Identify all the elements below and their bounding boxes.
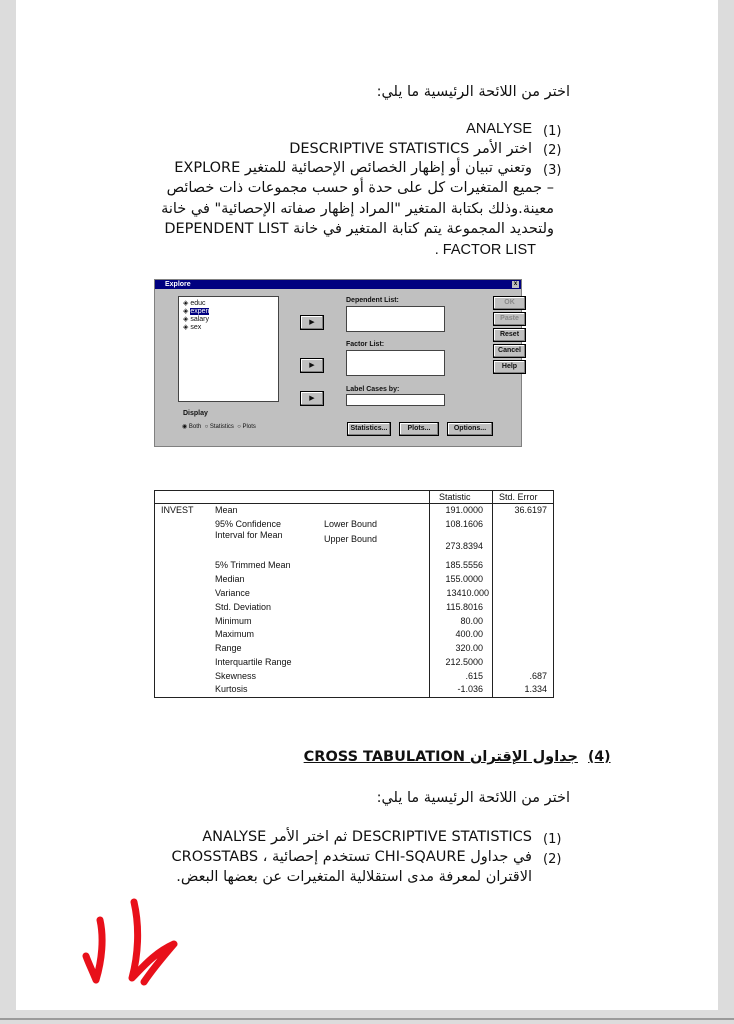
section2-intro: اختر من اللائحة الرئيسية ما يلي: xyxy=(376,790,570,806)
row-stat: 185.5556 xyxy=(445,560,483,570)
header-std-error: Std. Error xyxy=(499,492,538,502)
section2-number: (4) xyxy=(588,749,611,765)
row-stat: 13410.000 xyxy=(446,588,489,598)
row-label: Range xyxy=(215,643,242,653)
row-stat: 80.00 xyxy=(460,616,483,626)
row-stat: 155.0000 xyxy=(445,574,483,584)
row-label: Minimum xyxy=(215,616,252,626)
radio-plots[interactable]: ○ Plots xyxy=(237,424,256,430)
variable-item[interactable]: ◈ educ xyxy=(183,300,206,307)
row-stat: 320.00 xyxy=(455,643,483,653)
move-to-factor-button[interactable]: ▶ xyxy=(300,358,324,373)
row-label: Median xyxy=(215,574,245,584)
s2-step2-text: CROSSTABS ، تستخدم إحصائية CHI-SQAURE في جداول xyxy=(171,849,532,865)
paragraph-line-4: . FACTOR LIST xyxy=(434,242,536,258)
ok-button[interactable]: OK xyxy=(493,296,526,310)
row-sub: Lower Bound xyxy=(324,519,378,529)
explore-dialog xyxy=(154,279,522,447)
dependent-list-label: Dependent List: xyxy=(346,297,399,304)
step1-text: ANALYSE xyxy=(466,121,532,137)
row-stat: 212.5000 xyxy=(445,657,483,667)
page-edge xyxy=(0,1018,734,1020)
dependent-list[interactable] xyxy=(346,306,445,332)
radio-statistics[interactable]: ○ Statistics xyxy=(204,424,234,430)
row-stat: 115.8016 xyxy=(446,602,483,612)
row-stat: -1.036 xyxy=(457,684,483,694)
row-stat: 273.8394 xyxy=(445,541,483,551)
s2-step1-text: ANALYSE ثم اختر الأمر DESCRIPTIVE STATISTICS xyxy=(202,829,532,845)
row-label: Interval for Mean xyxy=(215,530,283,540)
row-sub: Upper Bound xyxy=(324,534,378,544)
step3-number: (3) xyxy=(543,163,562,178)
display-label: Display xyxy=(183,410,208,417)
variable-listbox[interactable] xyxy=(178,296,279,402)
row-label: Mean xyxy=(215,505,238,515)
step2-text: اختر الأمر DESCRIPTIVE STATISTICS xyxy=(289,141,532,157)
dialog-title-bar xyxy=(155,280,521,289)
row-stat: 108.1606 xyxy=(445,519,483,529)
paragraph-line-1: – جميع المتغيرات كل على حدة أو حسب مجموعات ذات خصائص xyxy=(166,180,554,196)
row-label: 5% Trimmed Mean xyxy=(215,560,291,570)
paragraph-line-3: DEPENDENT LIST ولتحديد المجموعة يتم كتابة المتغير في خانة xyxy=(164,221,554,237)
row-label: Std. Deviation xyxy=(215,602,272,612)
row-err: 36.6197 xyxy=(514,505,547,515)
step2-number: (2) xyxy=(543,143,562,158)
variable-item[interactable]: ◈ sex xyxy=(183,324,202,331)
options-button[interactable]: Options... xyxy=(447,422,493,436)
handwritten-page-number xyxy=(82,898,182,993)
row-stat: 400.00 xyxy=(455,629,483,639)
row-label: Skewness xyxy=(215,671,257,681)
close-icon[interactable]: x xyxy=(513,281,518,287)
row-err: .687 xyxy=(529,671,547,681)
row-label: Variance xyxy=(215,588,250,598)
plots-button[interactable]: Plots... xyxy=(399,422,439,436)
paragraph-line-2: معينة.وذلك بكتابة المتغير "المراد إظهار صفاته الإحصائية" في خانة xyxy=(161,201,554,217)
variable-item-selected[interactable]: ◈ expen xyxy=(183,308,210,315)
reset-button[interactable]: Reset xyxy=(493,328,526,342)
radio-both[interactable]: ◉ Both xyxy=(182,424,202,430)
row-label: Maximum xyxy=(215,629,255,639)
help-button[interactable]: Help xyxy=(493,360,526,374)
s2-step2-number: (2) xyxy=(543,852,562,867)
section2-heading: جداول الإقتران CROSS TABULATION xyxy=(303,749,578,765)
statistics-button[interactable]: Statistics... xyxy=(347,422,391,436)
factor-list-label: Factor List: xyxy=(346,341,385,348)
header-statistic: Statistic xyxy=(439,492,471,502)
label-cases-field[interactable] xyxy=(346,394,445,406)
s2-step1-number: (1) xyxy=(543,832,562,847)
factor-list[interactable] xyxy=(346,350,445,376)
s2-continuation: الاقتران لمعرفة مدى استقلالية المتغيرات عن بعضها البعض. xyxy=(176,869,532,885)
step1-number: (1) xyxy=(543,124,562,139)
row-err: 1.334 xyxy=(524,684,547,694)
label-cases-label: Label Cases by: xyxy=(346,386,400,393)
move-to-label-button[interactable]: ▶ xyxy=(300,391,324,406)
row-stat: 191.0000 xyxy=(445,505,483,515)
display-options xyxy=(182,423,256,430)
variable-name: INVEST xyxy=(161,505,194,515)
move-to-dependent-button[interactable]: ▶ xyxy=(300,315,324,330)
section1-intro: اختر من اللائحة الرئيسية ما يلي: xyxy=(376,84,570,100)
variable-item[interactable]: ◈ salary xyxy=(183,316,210,323)
row-label: Interquartile Range xyxy=(215,657,292,667)
paste-button[interactable]: Paste xyxy=(493,312,526,326)
descriptives-table xyxy=(154,490,554,698)
cancel-button[interactable]: Cancel xyxy=(493,344,526,358)
dialog-title: Explore xyxy=(165,281,191,288)
step3-text: EXPLORE وتعني تبيان أو إظهار الخصائص الإحصائية للمتغير xyxy=(174,160,532,176)
row-label: Kurtosis xyxy=(215,684,248,694)
row-label: 95% Confidence xyxy=(215,519,282,529)
row-stat: .615 xyxy=(465,671,483,681)
